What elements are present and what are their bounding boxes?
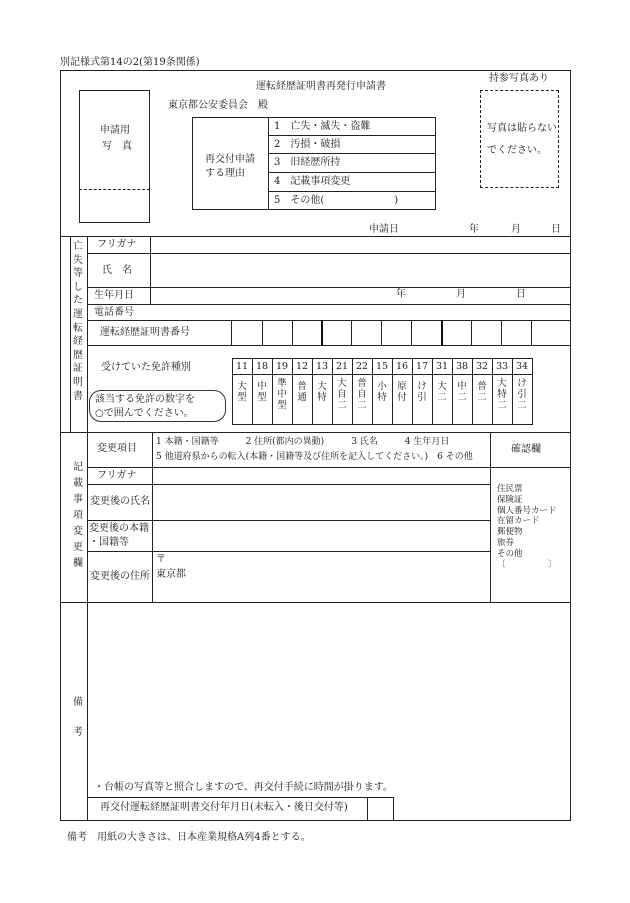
license-code[interactable]: 17 [415,361,429,372]
license-code[interactable]: 21 [335,361,349,372]
license-name: 原 付 [397,381,407,403]
reason-option-3[interactable]: 3 旧経歴所持 [274,157,341,168]
license-name: 中 二 [457,381,467,403]
license-code[interactable]: 22 [355,361,369,372]
license-code[interactable]: 16 [395,361,409,372]
form-id: 別記様式第14の2(第19条関係) [60,57,200,68]
photo-note-1: 写真は貼らない [487,123,557,134]
remarks-input[interactable] [88,603,570,781]
date-day: 日 [551,224,561,235]
license-name: 大 型 [237,381,247,403]
issue-date-label: 再交付運転経歴証明書交付年月日(未転入・後日交付等) [100,802,348,813]
license-type-label: 受けていた免許種別 [101,362,191,373]
license-code[interactable]: 34 [515,361,529,372]
remarks-section-label: 備 考 [73,697,83,738]
license-code[interactable]: 38 [455,361,469,372]
license-code[interactable]: 15 [375,361,389,372]
birth-day: 日 [516,289,526,300]
form-title: 運転経歴証明書再発行申請書 [256,81,386,92]
circle-note-2: ○で囲んでください。 [95,408,194,419]
photo-box-dashed-line [79,189,150,223]
photo-note-2: でください。 [487,145,547,156]
license-name: 大 自 二 [337,378,347,411]
reason-option-4[interactable]: 4 記載事項変更 [274,176,351,187]
license-code[interactable]: 31 [435,361,449,372]
phone-label: 電話番号 [94,307,134,318]
license-code[interactable]: 33 [495,361,509,372]
new-domicile-input[interactable] [153,521,489,550]
circle-note-1: 該当する免許の数字を [95,394,195,405]
applicant-section-label: 亡 失 等 し た 運 転 経 歴 証 明 書 [73,241,83,402]
reason-option-5[interactable]: 5 その他( ) [274,195,399,206]
reason-option-2[interactable]: 2 汚損・破損 [274,139,341,150]
name-label: 氏 名 [102,265,132,276]
new-domicile-label-1: 変更後の本籍 [89,523,149,534]
license-code[interactable]: 18 [255,361,269,372]
license-code[interactable]: 12 [295,361,309,372]
issue-date-input[interactable] [368,798,393,820]
new-domicile-label-2: ・国籍等 [89,537,129,548]
change-section-label: 記 載 事 項 変 更 欄 [73,462,83,569]
date-year: 年 [469,224,479,235]
photo-label-2: 写 真 [102,141,132,152]
license-name: 大 特 二 [497,378,507,411]
confirm-label: 確認欄 [511,444,541,455]
license-name: 中 型 [257,381,267,403]
license-name: 大 特 [317,381,327,403]
photo-label-1: 申請用 [100,125,130,136]
new-address-label: 変更後の住所 [90,571,150,582]
reason-label-1: 再交付申請 [205,154,255,165]
license-name: 大 二 [437,381,447,403]
cert-number-input[interactable] [231,321,571,344]
date-month: 月 [511,224,521,235]
license-name: 準 中 型 [277,378,287,411]
footer-note: 備考 用紙の大きさは、日本産業規格A列4番とする。 [67,832,311,843]
license-code[interactable]: 13 [315,361,329,372]
change-items-line-1[interactable]: 1 本籍・国籍等 2 住所(都内の異動) 3 氏名 4 生年月日 [156,437,450,447]
birth-label: 生年月日 [94,290,134,301]
cert-number-label: 運転経歴証明書番号 [100,327,190,338]
new-name-label: 変更後の氏名 [90,496,150,507]
new-name-input[interactable] [153,485,489,519]
postal-mark: 〒 [156,554,166,565]
change-item-label: 変更項目 [97,443,137,454]
license-name: 普 自 二 [357,378,367,411]
change-furigana-label: フリガナ [97,470,137,481]
prefecture-text: 東京都 [156,569,186,580]
remarks-note: ・台帳の写真等と照合しますので、再交付手続に時間が掛ります。 [94,782,393,793]
license-code[interactable]: 32 [475,361,489,372]
reason-option-1[interactable]: 1 亡失・滅失・盗難 [274,121,371,132]
confirm-docs-list: 住民票 保険証 個人番号カード 在留カード 郵便物 旅券 その他 〔 〕 [497,484,557,570]
license-name: け 引 二 [517,378,527,411]
new-address-input[interactable] [153,552,489,601]
addressee: 東京都公安委員会 殿 [168,100,268,111]
bring-photo-box [480,90,559,188]
reason-label-2: する理由 [205,168,245,179]
furigana-label: フリガナ [97,239,137,250]
bring-photo-label: 持参写真あり [489,73,549,84]
license-code[interactable]: 11 [235,361,249,372]
license-name: 普 通 [297,381,307,403]
license-name: 普 二 [477,381,487,403]
date-label: 申請日 [369,224,399,235]
birth-year: 年 [396,289,406,300]
birth-month: 月 [456,289,466,300]
license-code[interactable]: 19 [275,361,289,372]
license-name: 小 特 [377,381,387,403]
license-name: け 引 [417,381,427,403]
change-items-line-2[interactable]: 5 他道府県からの転入(本籍・国籍等及び住所を記入してください。) 6 その他 [156,452,473,462]
